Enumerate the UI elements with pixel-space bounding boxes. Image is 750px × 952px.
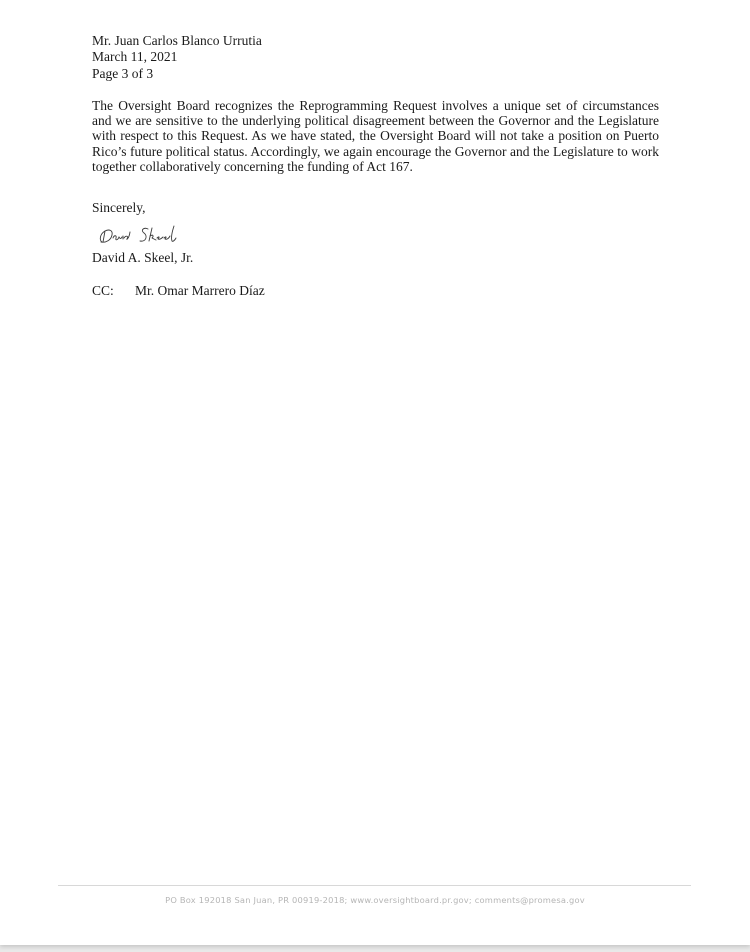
body-paragraph: The Oversight Board recognizes the Reprogramming Request involves a unique set of circumstances and we are sensitive to the underlying political disagreement between the Governor and the Legislature with respect to this Request. As we have stated, the Oversight Board will not take a position on Puerto Rico’s future political status. Accordingly, we again encourage the Governor and the Legislature to work together collaboratively concerning the funding of Act 167. xyxy=(92,98,659,174)
page-number: Page 3 of 3 xyxy=(92,65,154,81)
cc-recipient: Mr. Omar Marrero Díaz xyxy=(135,283,265,298)
recipient-name: Mr. Juan Carlos Blanco Urrutia xyxy=(92,33,262,48)
letter-header xyxy=(92,33,262,82)
signer-name: David A. Skeel, Jr. xyxy=(92,250,194,265)
handwritten-signature xyxy=(96,220,196,250)
closing-salutation: Sincerely, xyxy=(92,200,146,215)
cc-line xyxy=(92,283,265,299)
footer-address: PO Box 192018 San Juan, PR 00919-2018; www.oversightboard.pr.gov; comments@promesa.gov xyxy=(165,895,585,905)
cc-label: CC: xyxy=(92,283,114,298)
footer-divider xyxy=(58,885,691,886)
letter-date: March 11, 2021 xyxy=(92,49,178,65)
